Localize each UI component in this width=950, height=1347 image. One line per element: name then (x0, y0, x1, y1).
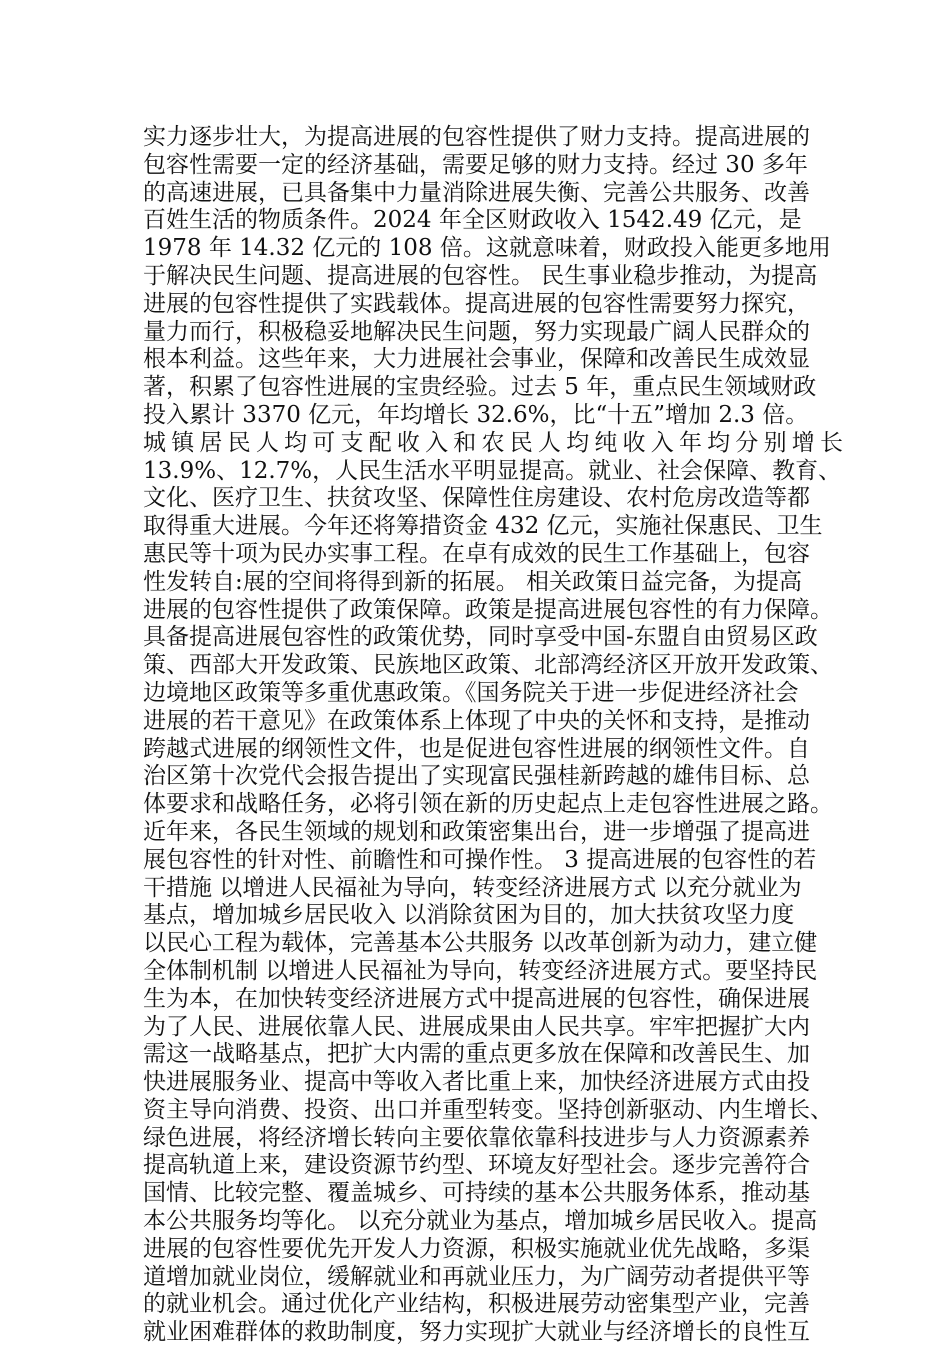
text-line: 13.9%、12.7%，人民生活水平明显提高。就业、社会保障、教育、 (143, 457, 842, 484)
text-line: 进展的若干意见》在政策体系上体现了中央的关怀和支持，是推动 (143, 707, 810, 734)
text-line: 提高轨道上来，建设资源节约型、环境友好型社会。逐步完善符合 (143, 1152, 810, 1179)
text-line: 为了人民、进展依靠人民、进展成果由人民共享。牢牢把握扩大内 (143, 1013, 810, 1040)
text-line: 基点，增加城乡居民收入 以消除贫困为目的，加大扶贫攻坚力度 (143, 902, 795, 929)
text-line: 具备提高进展包容性的政策优势，同时享受中国-东盟自由贸易区政 (143, 624, 818, 651)
text-line: 快进展服务业、提高中等收入者比重上来，加快经济进展方式由投 (143, 1069, 810, 1096)
text-line: 性发转自:展的空间将得到新的拓展。 相关政策日益完备，为提高 (143, 568, 803, 595)
text-line: 本公共服务均等化。 以充分就业为基点，增加城乡居民收入。提高 (143, 1208, 818, 1235)
text-line: 生为本，在加快转变经济进展方式中提高进展的包容性，确保进展 (143, 985, 810, 1012)
text-line: 1978 年 14.32 亿元的 108 倍。这就意味着，财政投入能更多地用 (143, 235, 831, 262)
text-line: 投入累计 3370 亿元，年均增长 32.6%，比“十五”增加 2.3 倍。 (143, 401, 809, 428)
text-line: 治区第十次党代会报告提出了实现富民强桂新跨越的雄伟目标、总 (143, 763, 810, 790)
text-line: 全体制机制 以增进人民福祉为导向，转变经济进展方式。要坚持民 (143, 957, 818, 984)
text-line: 策、西部大开发政策、民族地区政策、北部湾经济区开放开发政策、 (143, 652, 833, 679)
text-line: 的高速进展，已具备集中力量消除进展失衡、完善公共服务、改善 (143, 179, 810, 206)
text-line: 进展的包容性提供了政策保障。政策是提高进展包容性的有力保障。 (143, 596, 833, 623)
text-line: 体要求和战略任务，必将引领在新的历史起点上走包容性进展之路。 (143, 791, 833, 818)
text-line: 的就业机会。通过优化产业结构，积极进展劳动密集型产业，完善 (143, 1291, 810, 1318)
text-line: 绿色进展，将经济增长转向主要依靠依靠科技进步与人力资源素养 (143, 1124, 810, 1151)
text-line: 跨越式进展的纲领性文件，也是促进包容性进展的纲领性文件。自 (143, 735, 810, 762)
text-line: 就业困难群体的救助制度，努力实现扩大就业与经济增长的良性互 (143, 1319, 810, 1346)
text-line: 文化、医疗卫生、扶贫攻坚、保障性住房建设、农村危房改造等都 (143, 485, 810, 512)
text-line: 量力而行，积极稳妥地解决民生问题，努力实现最广阔人民群众的 (143, 318, 810, 345)
text-line: 惠民等十项为民办实事工程。在卓有成效的民生工作基础上，包容 (143, 540, 810, 567)
text-line: 于解决民生问题、提高进展的包容性。 民生事业稳步推动，为提高 (143, 262, 818, 289)
text-line: 近年来，各民生领域的规划和政策密集出台，进一步增强了提高进 (143, 818, 810, 845)
text-line: 进展的包容性要优先开发人力资源，积极实施就业优先战略，多渠 (143, 1235, 810, 1262)
text-line: 道增加就业岗位，缓解就业和再就业压力，为广阔劳动者提供平等 (143, 1263, 810, 1290)
text-line: 城镇居民人均可支配收入和农民人均纯收入年均分别增长 (143, 429, 843, 456)
text-line: 资主导向消费、投资、出口并重型转变。坚持创新驱动、内生增长、 (143, 1096, 833, 1123)
text-line: 著，积累了包容性进展的宝贵经验。过去 5 年，重点民生领域财政 (143, 374, 817, 401)
text-line: 实力逐步壮大，为提高进展的包容性提供了财力支持。提高进展的 (143, 124, 810, 150)
text-line: 以民心工程为载体，完善基本公共服务 以改革创新为动力，建立健 (143, 930, 818, 957)
text-line: 进展的包容性提供了实践载体。提高进展的包容性需要努力探究， (143, 290, 810, 317)
text-line: 取得重大进展。今年还将筹措资金 432 亿元，实施社保惠民、卫生 (143, 513, 823, 540)
text-line: 干措施 以增进人民福祉为导向，转变经济进展方式 以充分就业为 (143, 874, 802, 901)
text-line: 国情、比较完整、覆盖城乡、可持续的基本公共服务体系，推动基 (143, 1180, 810, 1207)
text-line: 需这一战略基点，把扩大内需的重点更多放在保障和改善民生、加 (143, 1041, 810, 1068)
text-line: 边境地区政策等多重优惠政策。《国务院关于进一步促进经济社会 (143, 679, 799, 706)
text-line: 根本利益。这些年来，大力进展社会事业，保障和改善民生成效显 (143, 346, 810, 373)
body-text (143, 124, 843, 1347)
text-line: 百姓生活的物质条件。2024 年全区财政收入 1542.49 亿元，是 (143, 207, 802, 234)
text-line: 包容性需要一定的经济基础，需要足够的财力支持。经过 30 多年 (143, 151, 808, 178)
text-line: 展包容性的针对性、前瞻性和可操作性。 3 提高进展的包容性的若 (143, 846, 817, 873)
